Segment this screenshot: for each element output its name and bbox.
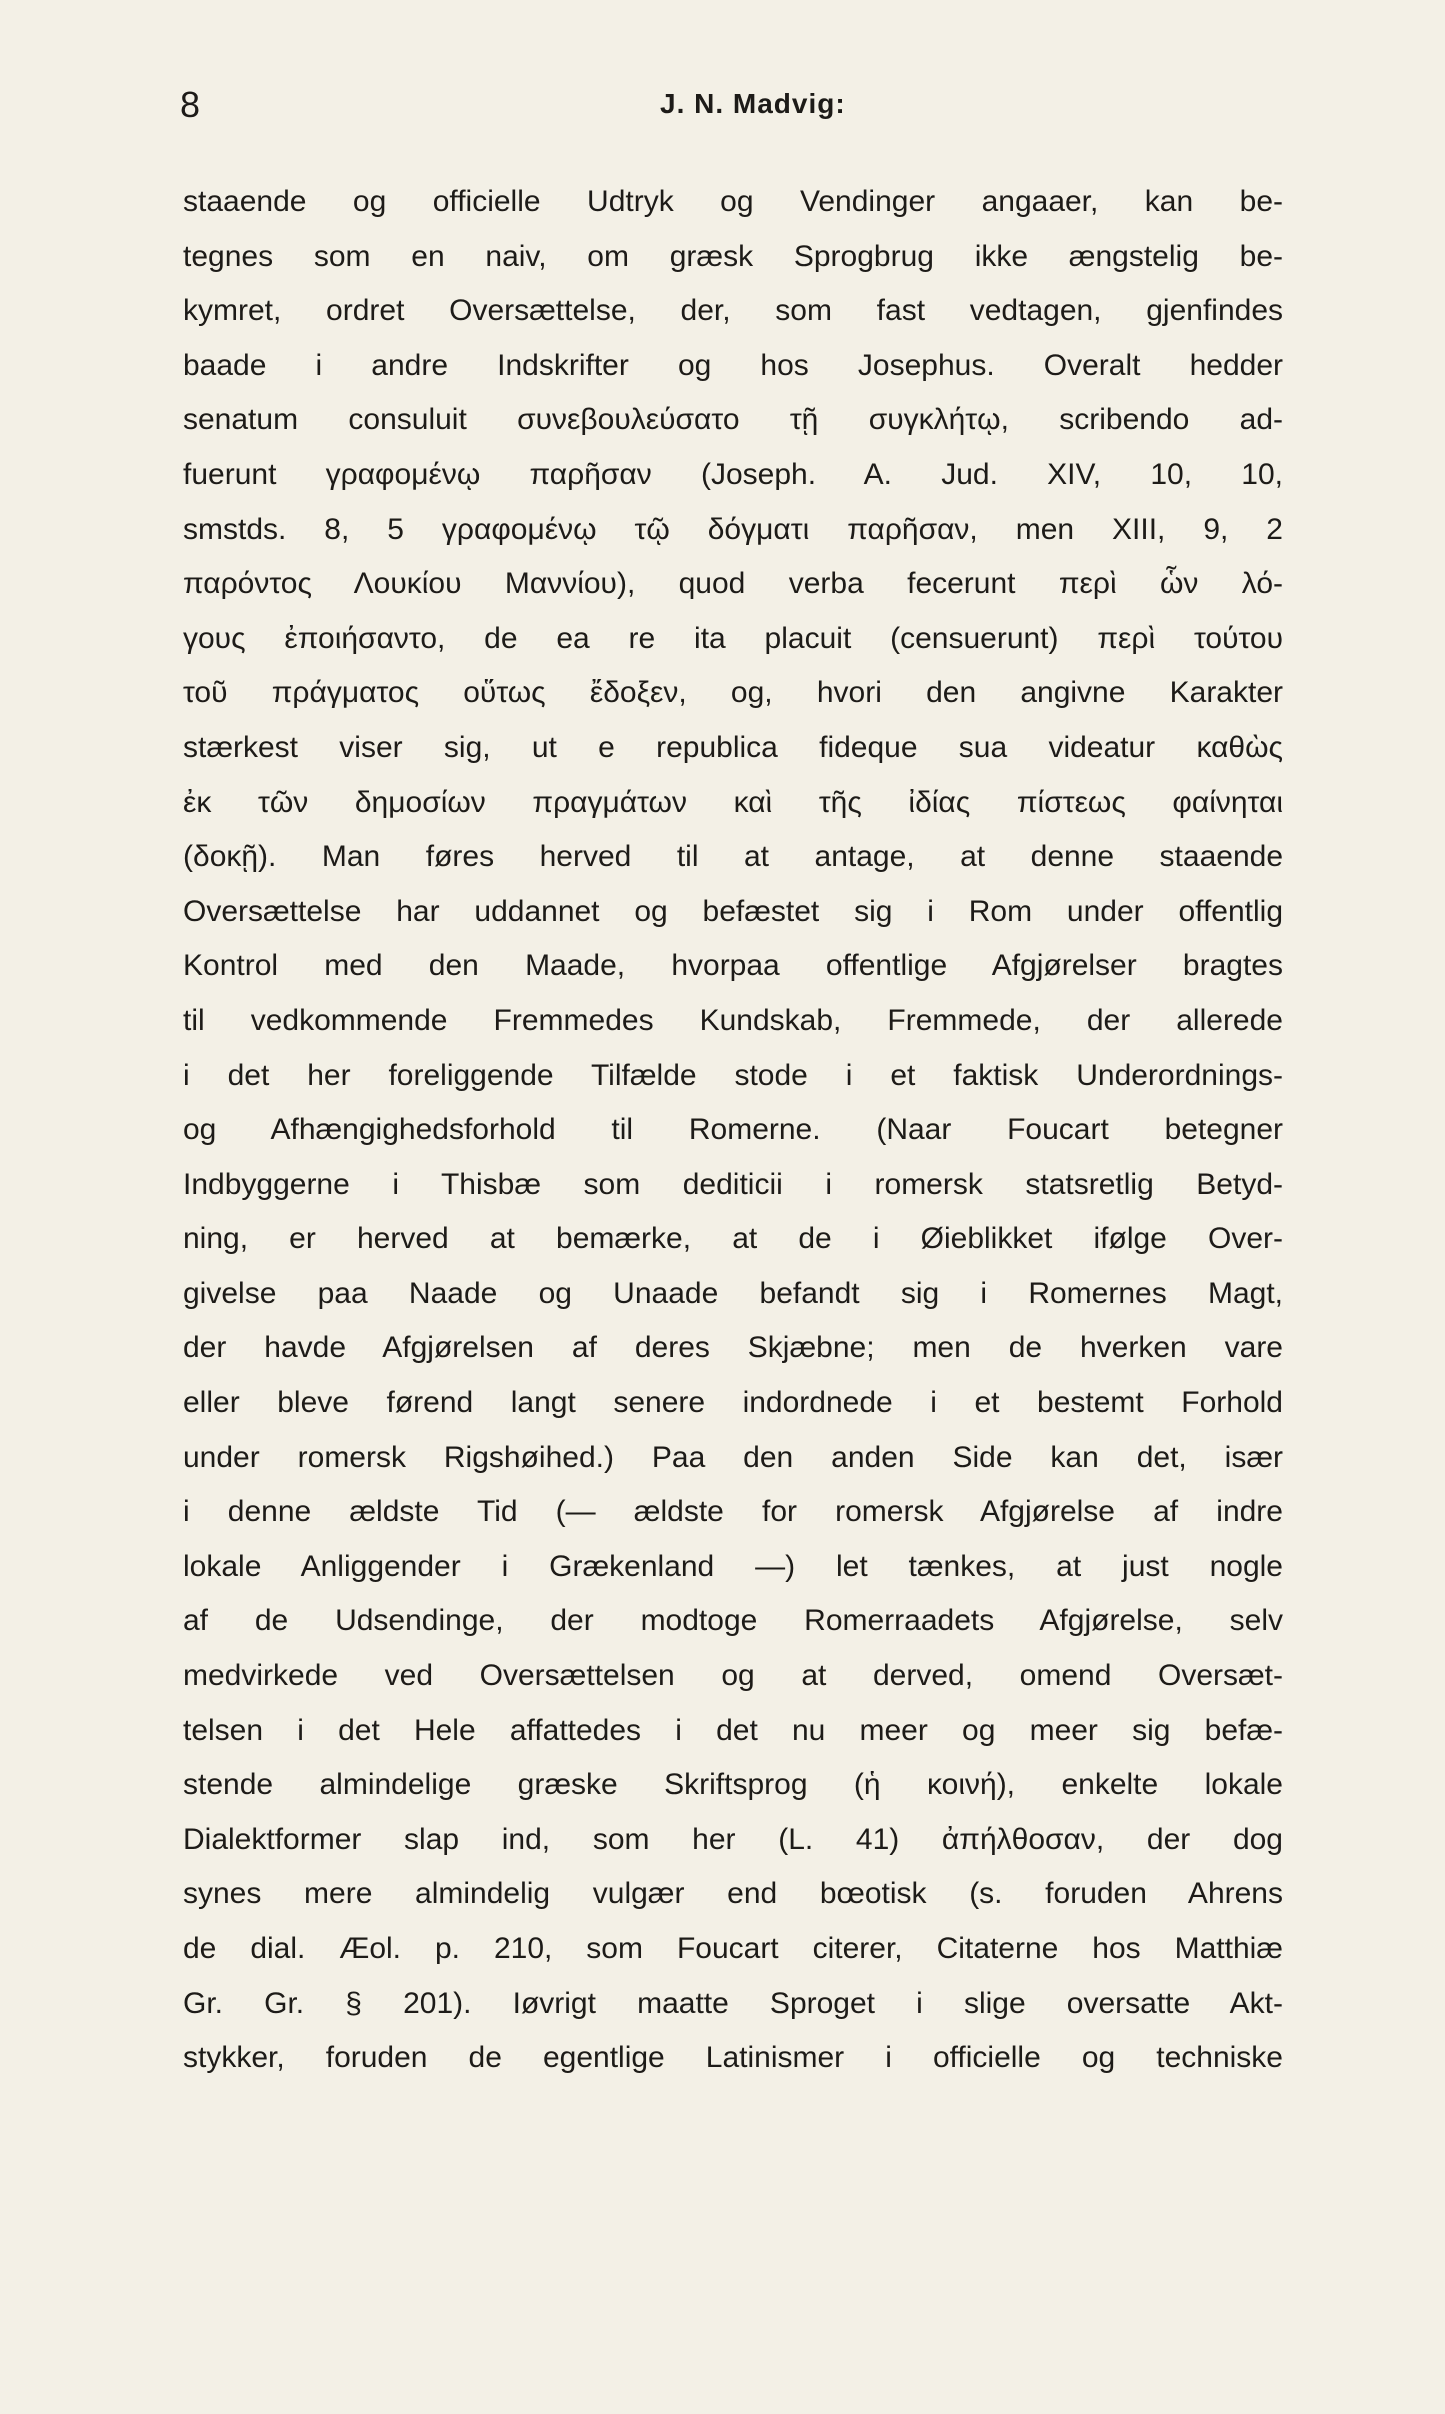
text-line: tegnes som en naiv, om græsk Sprogbrug ikke ængstelig be- <box>183 239 1283 273</box>
text-line: i det her foreliggende Tilfælde stode i et faktisk Underordnings- <box>183 1058 1283 1092</box>
text-line: stærkest viser sig, ut e republica fideque sua videatur καθὼς <box>183 730 1283 764</box>
running-head: J. N. Madvig: <box>660 88 846 119</box>
page-header <box>180 84 1270 134</box>
text-line: smstds. 8, 5 γραφομένῳ τῷ δόγματι παρῆσαν, men XIII, 9, 2 <box>183 512 1283 546</box>
text-line: senatum consuluit συνεβουλεύσατο τῇ συγκλήτῳ, scribendo ad- <box>183 403 1283 437</box>
text-line: givelse paa Naade og Unaade befandt sig i Romernes Magt, <box>183 1276 1283 1310</box>
text-line: eller bleve førend langt senere indordnede i et bestemt Forhold <box>183 1386 1283 1420</box>
text-line: og Afhængighedsforhold til Romerne. (Naar Foucart betegner <box>183 1113 1283 1147</box>
text-line: de dial. Æol. p. 210, som Foucart citerer, Citaterne hos Matthiæ <box>183 1932 1283 1965</box>
text-line: baade i andre Indskrifter og hos Josephus. Overalt hedder <box>183 348 1283 382</box>
text-line: stykker, foruden de egentlige Latinismer i officielle og techniske <box>183 2041 1283 2075</box>
text-line: ning, er herved at bemærke, at de i Øieblikket ifølge Over- <box>183 1222 1283 1256</box>
page-number: 8 <box>180 84 201 125</box>
text-line: γους ἐποιήσαντο, de ea re ita placuit (censuerunt) περὶ τούτου <box>183 621 1283 655</box>
text-line: medvirkede ved Oversættelsen og at derved, omend Oversæt- <box>183 1659 1283 1693</box>
text-line: staaende og officielle Udtryk og Vendinger angaaer, kan be- <box>183 185 1283 218</box>
text-line: stende almindelige græske Skriftsprog (ἡ κοινή), enkelte lokale <box>183 1768 1283 1802</box>
text-line: Indbyggerne i Thisbæ som dediticii i romersk statsretlig Betyd- <box>183 1167 1283 1201</box>
text-line: τοῦ πράγματος οὕτως ἔδοξεν, og, hvori den angivne Karakter <box>183 676 1283 710</box>
text-line: under romersk Rigshøihed.) Paa den anden Side kan det, især <box>183 1440 1283 1474</box>
text-line: der havde Afgjørelsen af deres Skjæbne; men de hverken vare <box>183 1331 1283 1365</box>
text-line: af de Udsendinge, der modtoge Romerraadets Afgjørelse, selv <box>183 1604 1283 1638</box>
text-line: (δοκῇ). Man føres herved til at antage, at denne staaende <box>183 840 1283 874</box>
text-line: lokale Anliggender i Grækenland —) let tænkes, at just nogle <box>183 1549 1283 1583</box>
text-line: telsen i det Hele affattedes i det nu meer og meer sig befæ- <box>183 1713 1283 1747</box>
text-line: synes mere almindelig vulgær end bœotisk (s. foruden Ahrens <box>183 1877 1283 1911</box>
text-line: kymret, ordret Oversættelse, der, som fast vedtagen, gjenfindes <box>183 294 1283 328</box>
text-line: i denne ældste Tid (— ældste for romersk Afgjørelse af indre <box>183 1495 1283 1529</box>
text-line: til vedkommende Fremmedes Kundskab, Fremmede, der allerede <box>183 1003 1283 1037</box>
body-text <box>183 175 1283 2086</box>
text-line: fuerunt γραφομένῳ παρῆσαν (Joseph. A. Jud. XIV, 10, 10, <box>183 457 1283 491</box>
text-line: Dialektformer slap ind, som her (L. 41) ἀπήλθοσαν, der dog <box>183 1822 1283 1856</box>
text-line: Kontrol med den Maade, hvorpaa offentlige Afgjørelser bragtes <box>183 949 1283 983</box>
text-line: παρόντος Λουκίου Μαννίου), quod verba fecerunt περὶ ὧν λό- <box>183 567 1283 601</box>
text-line: Oversættelse har uddannet og befæstet sig i Rom under offentlig <box>183 894 1283 928</box>
text-line: Gr. Gr. § 201). Iøvrigt maatte Sproget i slige oversatte Akt- <box>183 1986 1283 2020</box>
text-line: ἐκ τῶν δημοσίων πραγμάτων καὶ τῆς ἰδίας πίστεως φαίνηται <box>183 785 1283 819</box>
